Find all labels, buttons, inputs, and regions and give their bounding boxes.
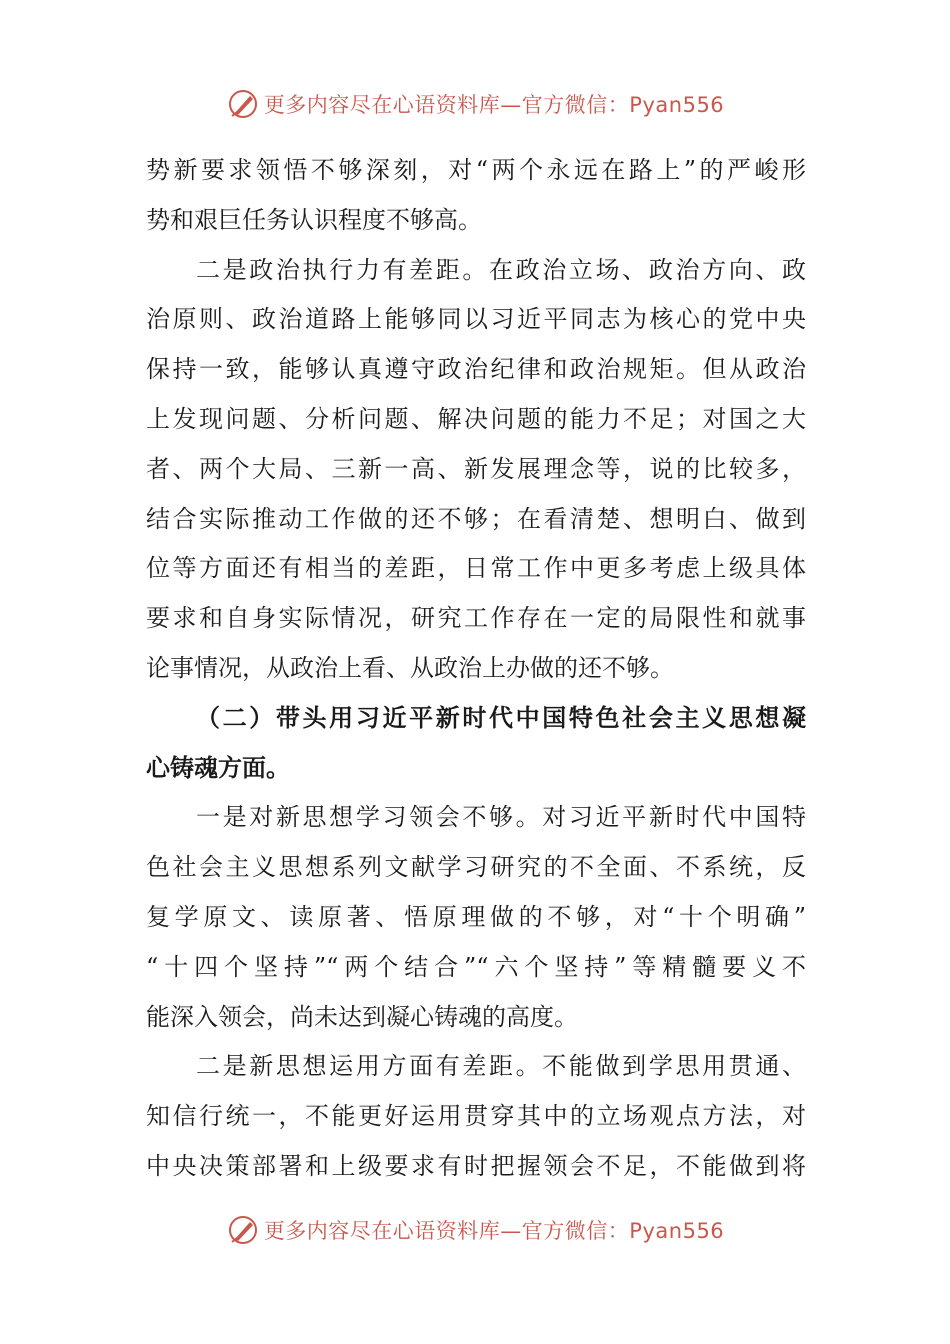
text-line: 知信行统一，不能更好运用贯穿其中的立场观点方法，对 <box>146 1102 806 1131</box>
text-line: 结合实际推动工作做的还不够；在看清楚、想明白、做到 <box>146 504 806 533</box>
text-line: 治原则、政治道路上能够同以习近平同志为核心的党中央 <box>146 305 806 334</box>
text-line: 复学原文、读原著、悟原理做的不够，对“十个明确” <box>146 902 806 931</box>
document-body <box>146 146 806 1192</box>
watermark-text: 更多内容尽在心语资料库—官方微信：Pyan556 <box>263 1219 725 1243</box>
footer-watermark <box>0 1210 950 1250</box>
paragraph-start: 一是对新思想学习领会不够。对习近平新时代中国特 <box>196 803 806 832</box>
text-line: 位等方面还有相当的差距，日常工作中更多考虑上级具体 <box>146 554 806 583</box>
text-line: 势和艰巨任务认识程度不够高。 <box>146 205 482 234</box>
section-heading-cont: 心铸魂方面。 <box>146 753 290 782</box>
quill-logo-icon <box>226 1213 260 1247</box>
text-line: “十四个坚持”“两个结合”“六个坚持”等精髓要义不 <box>146 952 806 981</box>
paragraph-start: 二是政治执行力有差距。在政治立场、政治方向、政 <box>196 255 806 284</box>
text-line: 势新要求领悟不够深刻，对“两个永远在路上”的严峻形 <box>146 156 806 184</box>
text-line: 色社会主义思想系列文献学习研究的不全面、不系统，反 <box>146 853 806 882</box>
text-line: 上发现问题、分析问题、解决问题的能力不足；对国之大 <box>146 404 806 433</box>
paragraph-start: 二是新思想运用方面有差距。不能做到学思用贯通、 <box>196 1052 806 1081</box>
section-heading: （二）带头用习近平新时代中国特色社会主义思想凝 <box>196 703 806 732</box>
text-line: 能深入领会，尚未达到凝心铸魂的高度。 <box>146 1002 578 1031</box>
text-line: 要求和自身实际情况，研究工作存在一定的局限性和就事 <box>146 604 806 633</box>
header-watermark <box>0 84 950 124</box>
text-line: 者、两个大局、三新一高、新发展理念等，说的比较多， <box>146 454 806 483</box>
text-line: 论事情况，从政治上看、从政治上办做的还不够。 <box>146 653 674 682</box>
quill-logo-icon <box>226 87 260 121</box>
watermark-text: 更多内容尽在心语资料库—官方微信：Pyan556 <box>263 93 725 117</box>
text-line: 中央决策部署和上级要求有时把握领会不足，不能做到将 <box>146 1151 806 1180</box>
text-line: 保持一致，能够认真遵守政治纪律和政治规矩。但从政治 <box>146 355 806 384</box>
